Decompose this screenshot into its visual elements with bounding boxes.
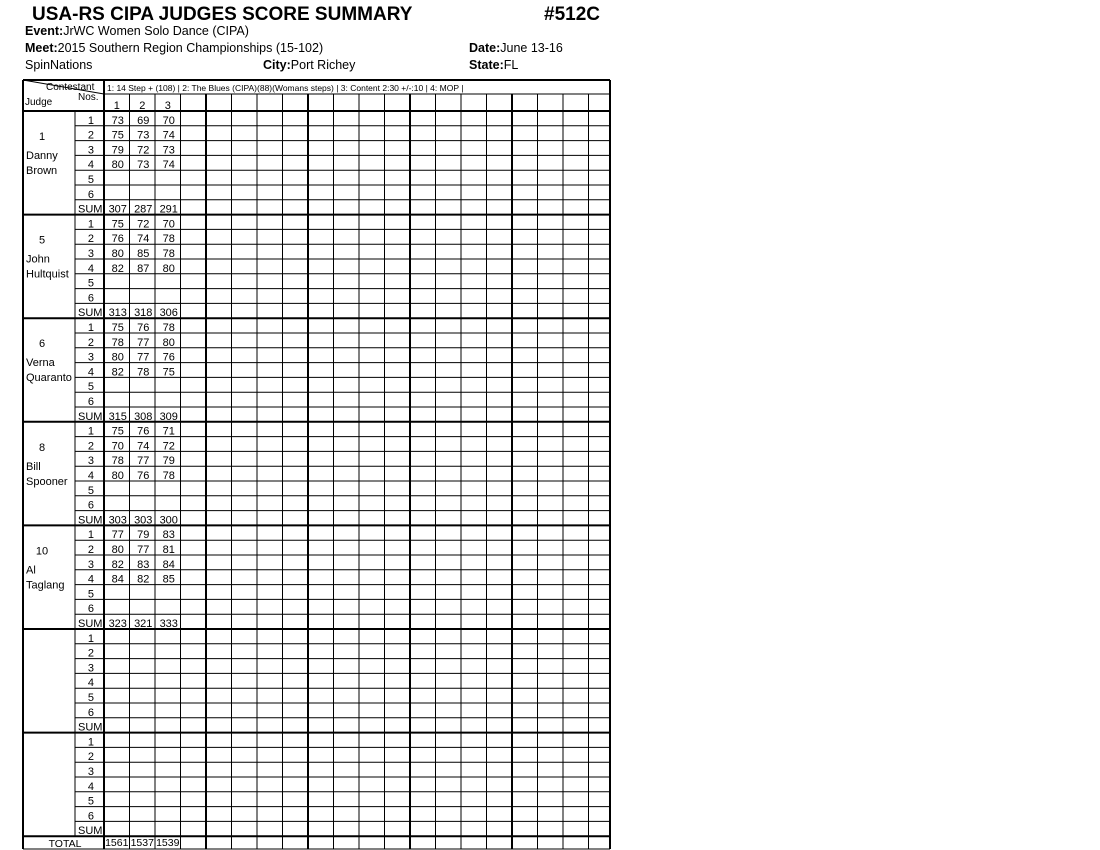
row-number-label: 5 (87, 381, 94, 394)
judge-number: 6 (38, 338, 46, 351)
score-cell: 72 (137, 218, 150, 231)
score-cell: 77 (111, 529, 124, 542)
judge-last-name: Brown (26, 165, 58, 177)
sum-cell: 300 (159, 514, 178, 527)
row-number-label: 2 (87, 440, 94, 453)
sum-cell: 287 (134, 203, 153, 216)
score-cell: 69 (137, 114, 150, 127)
score-cell: 76 (137, 322, 150, 334)
score-cell: 74 (137, 440, 150, 453)
row-number-label: 6 (87, 499, 94, 512)
sum-cell: 308 (134, 410, 153, 423)
row-number-label: 1 (87, 218, 94, 231)
score-cell: 83 (137, 558, 150, 571)
score-cell: 83 (162, 529, 175, 542)
score-cell: 70 (162, 114, 175, 127)
sum-label: SUM (78, 307, 103, 320)
score-cell: 80 (111, 159, 124, 172)
score-cell: 87 (137, 262, 150, 275)
judge-header-label: Judge (25, 97, 53, 108)
row-number-label: 1 (87, 114, 94, 127)
score-cell: 73 (162, 144, 175, 157)
total-cell: 1561 (105, 837, 129, 849)
date-value: June 13-16 (500, 41, 563, 55)
sum-cell: 291 (159, 203, 178, 216)
score-cell: 77 (137, 455, 150, 468)
sum-cell: 303 (108, 514, 127, 527)
sum-cell: 315 (108, 410, 127, 423)
row-number-label: 4 (87, 470, 94, 482)
row-number-label: 6 (87, 396, 94, 408)
row-number-label: 5 (87, 174, 94, 186)
score-cell: 85 (137, 248, 150, 260)
score-cell: 79 (162, 455, 175, 468)
form-number: #512C (544, 4, 600, 25)
row-number-label: 5 (87, 484, 94, 497)
score-cell: 74 (137, 233, 150, 246)
sum-label: SUM (78, 514, 103, 527)
score-cell: 80 (162, 262, 175, 275)
judge-last-name: Spooner (26, 475, 68, 488)
score-cell: 79 (111, 144, 124, 157)
date-label: Date: (469, 41, 501, 55)
total-cell: 1539 (156, 837, 180, 849)
row-number-label: 4 (87, 677, 94, 690)
sum-label: SUM (78, 618, 103, 630)
city-label: City: (263, 58, 291, 72)
sum-label: SUM (78, 410, 103, 423)
score-cell: 84 (111, 573, 124, 586)
judge-first-name: John (26, 253, 50, 266)
event-value: JrWC Women Solo Dance (CIPA) (63, 24, 249, 38)
row-number-label: 3 (87, 766, 94, 778)
event-label: Event: (25, 24, 64, 38)
row-number-label: 1 (87, 736, 94, 749)
score-cell: 82 (111, 262, 124, 275)
score-cell: 76 (111, 233, 124, 246)
meet-label: Meet: (25, 41, 58, 55)
score-cell: 75 (111, 129, 124, 142)
row-number-label: 1 (87, 632, 94, 645)
events-legend: 1: 14 Step + (108) | 2: The Blues (CIPA)(88)(Womans steps) | 3: Content 2:30 +/-:10 | 4: MOP | (107, 83, 464, 93)
row-number-label: 2 (87, 129, 94, 142)
score-cell: 80 (111, 544, 124, 556)
row-number-label: 6 (87, 603, 94, 616)
sum-cell: 307 (108, 203, 127, 216)
row-number-label: 4 (87, 262, 94, 275)
row-number-label: 2 (87, 336, 94, 349)
score-cell: 76 (137, 470, 150, 482)
row-number-label: 6 (87, 188, 94, 201)
sum-label: SUM (78, 203, 103, 216)
judge-number: 10 (35, 545, 49, 558)
contestant-number: 2 (139, 100, 146, 112)
score-cell: 70 (162, 218, 175, 231)
score-cell: 76 (137, 425, 150, 438)
row-number-label: 5 (87, 795, 94, 808)
score-cell: 70 (111, 440, 124, 453)
score-cell: 80 (111, 470, 124, 482)
score-cell: 77 (137, 351, 150, 364)
judge-first-name: Danny (26, 150, 58, 162)
row-number-label: 2 (87, 544, 94, 556)
total-label: TOTAL (48, 838, 82, 850)
score-cell: 85 (162, 573, 175, 586)
row-number-label: 3 (87, 455, 94, 468)
row-number-label: 5 (87, 588, 94, 601)
score-cell: 72 (162, 440, 175, 453)
score-cell: 78 (111, 336, 124, 349)
row-number-label: 2 (87, 647, 94, 660)
judge-number: 1 (38, 131, 46, 143)
score-cell: 74 (162, 129, 175, 142)
score-cell: 82 (111, 558, 124, 571)
score-cell: 71 (162, 425, 175, 438)
sum-cell: 303 (134, 514, 153, 527)
sum-cell: 333 (159, 618, 178, 630)
row-number-label: 4 (87, 366, 94, 379)
sum-cell: 313 (108, 307, 127, 320)
state-value: FL (503, 58, 519, 72)
score-cell: 78 (162, 322, 175, 334)
row-number-label: 3 (87, 248, 94, 260)
row-number-label: 4 (87, 159, 94, 172)
score-cell: 73 (111, 114, 124, 127)
judge-last-name: Quaranto (26, 372, 72, 385)
row-number-label: 1 (87, 529, 94, 542)
score-cell: 79 (137, 529, 150, 542)
sum-cell: 306 (159, 307, 178, 320)
score-cell: 72 (137, 144, 150, 157)
score-cell: 75 (111, 322, 124, 334)
row-number-label: 4 (87, 780, 94, 793)
score-cell: 73 (137, 159, 150, 172)
meet-value: 2015 Southern Region Championships (15-102) (57, 41, 324, 55)
sum-cell: 321 (134, 618, 153, 630)
row-number-label: 1 (87, 322, 94, 334)
score-cell: 82 (137, 573, 150, 586)
score-cell: 78 (111, 455, 124, 468)
sum-label: SUM (78, 721, 103, 734)
score-cell: 84 (162, 558, 175, 571)
contestant-number: 3 (164, 100, 171, 112)
sum-cell: 323 (108, 618, 127, 630)
row-number-label: 3 (87, 144, 94, 157)
city-value: Port Richey (290, 58, 356, 72)
nos-header-label: Nos. (78, 92, 99, 103)
score-cell: 82 (111, 366, 124, 379)
row-number-label: 2 (87, 233, 94, 246)
row-number-label: 6 (87, 706, 94, 719)
row-number-label: 1 (87, 425, 94, 438)
sum-label: SUM (78, 825, 103, 838)
page-title: USA-RS CIPA JUDGES SCORE SUMMARY (32, 4, 413, 25)
score-cell: 75 (111, 425, 124, 438)
judge-last-name: Hultquist (26, 268, 69, 281)
contestant-header-label: Contestant (46, 82, 95, 93)
score-cell: 74 (162, 159, 175, 172)
score-cell: 75 (111, 218, 124, 231)
score-cell: 78 (137, 366, 150, 379)
score-cell: 76 (162, 351, 175, 364)
row-number-label: 3 (87, 351, 94, 364)
row-number-label: 5 (87, 277, 94, 290)
score-cell: 78 (162, 248, 175, 260)
score-cell: 81 (162, 544, 175, 556)
row-number-label: 6 (87, 292, 94, 305)
row-number-label: 4 (87, 573, 94, 586)
total-cell: 1537 (130, 837, 154, 849)
judge-first-name: Al (26, 564, 36, 577)
contestant-number: 1 (113, 100, 120, 112)
judge-first-name: Verna (26, 357, 55, 370)
score-cell: 78 (162, 233, 175, 246)
sum-cell: 309 (159, 410, 178, 423)
judge-first-name: Bill (26, 460, 41, 473)
row-number-label: 2 (87, 751, 94, 764)
club-name: SpinNations (25, 58, 93, 72)
row-number-label: 6 (87, 810, 94, 823)
row-number-label: 3 (87, 558, 94, 571)
score-cell: 80 (111, 248, 124, 260)
score-cell: 77 (137, 544, 150, 556)
row-number-label: 3 (87, 662, 94, 675)
score-cell: 80 (162, 336, 175, 349)
state-label: State: (469, 58, 504, 72)
score-cell: 75 (162, 366, 175, 379)
judge-number: 8 (38, 441, 46, 454)
score-cell: 78 (162, 470, 175, 482)
judge-number: 5 (38, 234, 46, 247)
score-cell: 80 (111, 351, 124, 364)
score-cell: 77 (137, 336, 150, 349)
sum-cell: 318 (134, 307, 153, 320)
row-number-label: 5 (87, 692, 94, 704)
judge-last-name: Taglang (26, 579, 65, 592)
score-cell: 73 (137, 129, 150, 142)
